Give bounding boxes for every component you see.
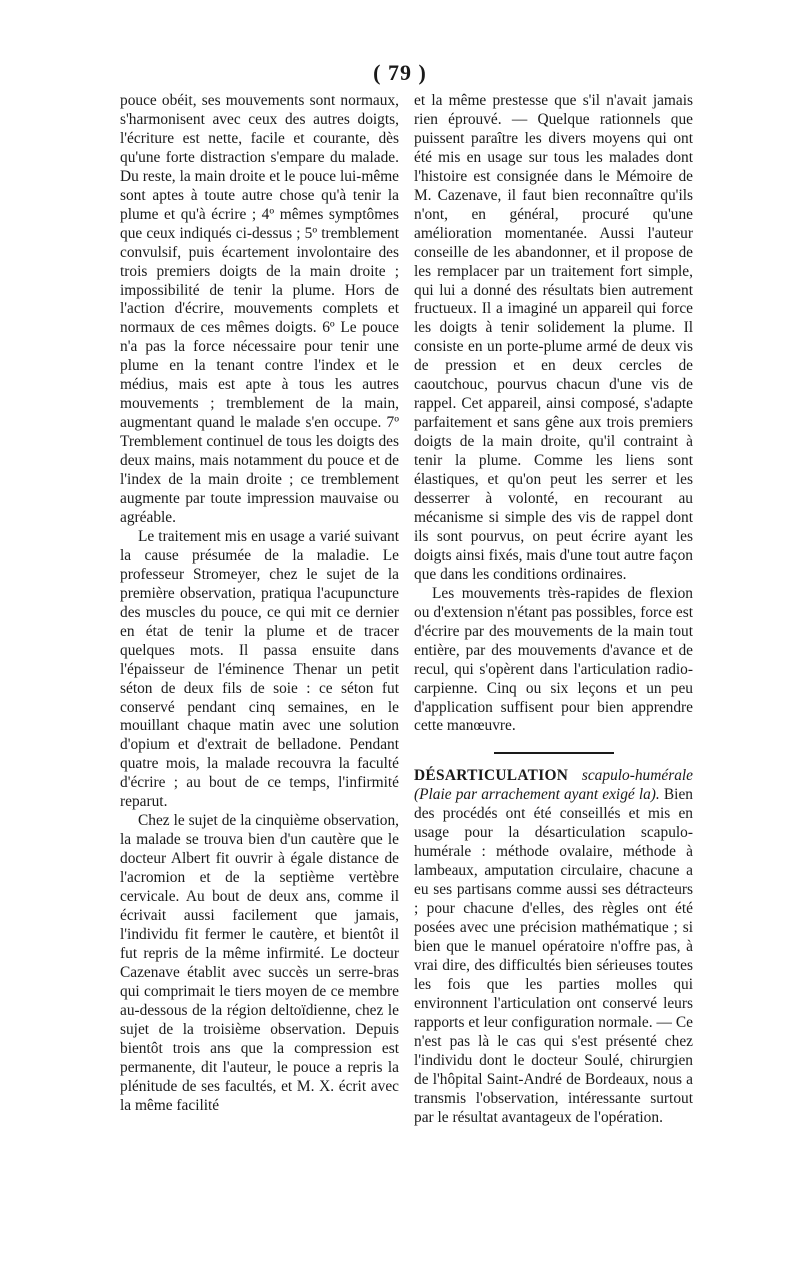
- section-divider: [494, 752, 614, 754]
- page-number: ( 79 ): [373, 60, 427, 85]
- right-column: [414, 92, 693, 1128]
- section-paragraph: [414, 767, 693, 1127]
- paragraph: Les mouvements très-rapides de flexion ou d'extension n'étant pas possibles, force est d'écrire par des mouvements de la main tout entière, par des mouvements d'avance et de recul, qui s'opèrent dans l'articulation radio-carpienne. Cinq ou six leçons et un peu d'application suffisent pour bien apprendre cette manœuvre.: [414, 584, 693, 735]
- paragraph: pouce obéit, ses mouvements sont normaux, s'harmonisent avec ceux des autres doigts, l'écriture est nette, facile et courante, dès qu'une forte distraction s'empare du malade. Du reste, la main droite et le pouce lui-même sont aptes à toute autre chose qu'à tenir la plume et qu'à écrire ; 4º mêmes symptômes que ceux indiqués ci-dessus ; 5º tremblement convulsif, puis écartement involontaire des trois premiers doigts de la main droite ; impossibilité de tenir la plume. Hors de l'action d'écrire, mouvements complets et normaux de ces mêmes doigts. 6º Le pouce n'a pas la force nécessaire pour tenir une plume en la tenant contre l'index et le médius, mais est apte à tous les autres mouvements ; tremblement de la main, augmentant quand le malade s'en occupe. 7º Tremblement continuel de tous les doigts des deux mains, mais notamment du pouce et de l'index de la main droite ; ce tremblement augmente par toute impression mauvaise ou agréable.: [120, 92, 399, 526]
- paragraph: Chez le sujet de la cinquième observation, la malade se trouva bien d'un cautère que le docteur Albert fit ouvrir à égale distance de l'acromion et de la septième vertèbre cervicale. Au bout de deux ans, comme il écrivait aussi facilement que jamais, l'individu fit fermer le cautère, et bientôt il fut repris de la même infirmité. Le docteur Cazenave établit avec succès un serre-bras qui comprimait le tiers moyen de ce membre au-dessous de la région deltoïdienne, chez le sujet de la troisième observation. Depuis bientôt trois ans que la compression est permanente, dit l'auteur, le pouce a repris la plénitude de ses facultés, et M. X. écrit avec la même facilité: [120, 812, 399, 1114]
- left-column: [120, 92, 399, 1115]
- section-heading: DÉSARTICULATION: [414, 767, 569, 785]
- paragraph: Le traitement mis en usage a varié suivant la cause présumée de la maladie. Le professeur Stromeyer, chez le sujet de la première observation, pratiqua l'acupuncture des muscles du pouce, ce qui mit ce dernier en état de tenir la plume et de tracer quelques mots. Il passa ensuite dans l'épaisseur de l'éminence Thenar un petit séton de deux fils de soie : ce séton fut conservé pendant cinq semaines, en le mouillant chaque matin avec une solution d'opium et d'extrait de belladone. Pendant quatre mois, la malade recouvra la faculté d'écrire ; au bout de ce temps, l'infirmité reparut.: [120, 527, 399, 811]
- paragraph: et la même prestesse que s'il n'avait jamais rien éprouvé. — Quelque rationnels que puissent paraître les divers moyens qui ont été mis en usage sur tous les malades dont l'histoire est consignée dans le Mémoire de M. Cazenave, il faut bien reconnaître qu'ils n'ont, en général, procuré qu'une amélioration momentanée. Aussi l'auteur conseille de les abandonner, et il propose de les remplacer par un traitement fort simple, qui lui a donné des résultats bien autrement fructueux. Il a imaginé un appareil qui force les doigts à tenir solidement la plume. Il consiste en un porte-plume armé de deux vis de pression et en deux cercles de caoutchouc, pourvus chacun d'une vis de rappel. Cet appareil, ainsi composé, s'adapte parfaitement et sans gêne aux trois premiers doigts de la main droite, qu'il contraint à tenir la plume. Comme les liens sont élastiques, et qu'on peut les serrer et les desserrer à volonté, en recourant au mécanisme si simple des vis de rappel dont ils sont pourvus, on peut écrire ayant les doigts ainsi fixés, mais d'une tout autre façon que dans les conditions ordinaires.: [414, 92, 693, 583]
- section-body: Bien des procédés ont été conseillés et mis en usage pour la désarticulation scapulo-humérale : méthode ovalaire, méthode à lambeaux, amputation circulaire, chacune a eu ses partisans comme aussi ses détracteurs ; pour chacune d'elles, des règles ont été posées avec une précision mathématique ; si bien que le manuel opératoire n'offre pas, à vrai dire, des difficultés bien sérieuses toutes les fois que les parties molles qui environnent l'articulation ont conservé leurs rapports et leur configuration normale. — Ce n'est pas là le cas qui s'est présenté chez l'individu dont le docteur Soulé, chirurgien de l'hôpital Saint-André de Bordeaux, nous a transmis l'observation, intéressante surtout par le résultat avantageux de l'opération.: [414, 786, 693, 1126]
- section-subtitle: scapulo-humérale (Plaie par arrachement ayant exigé la).: [414, 767, 693, 804]
